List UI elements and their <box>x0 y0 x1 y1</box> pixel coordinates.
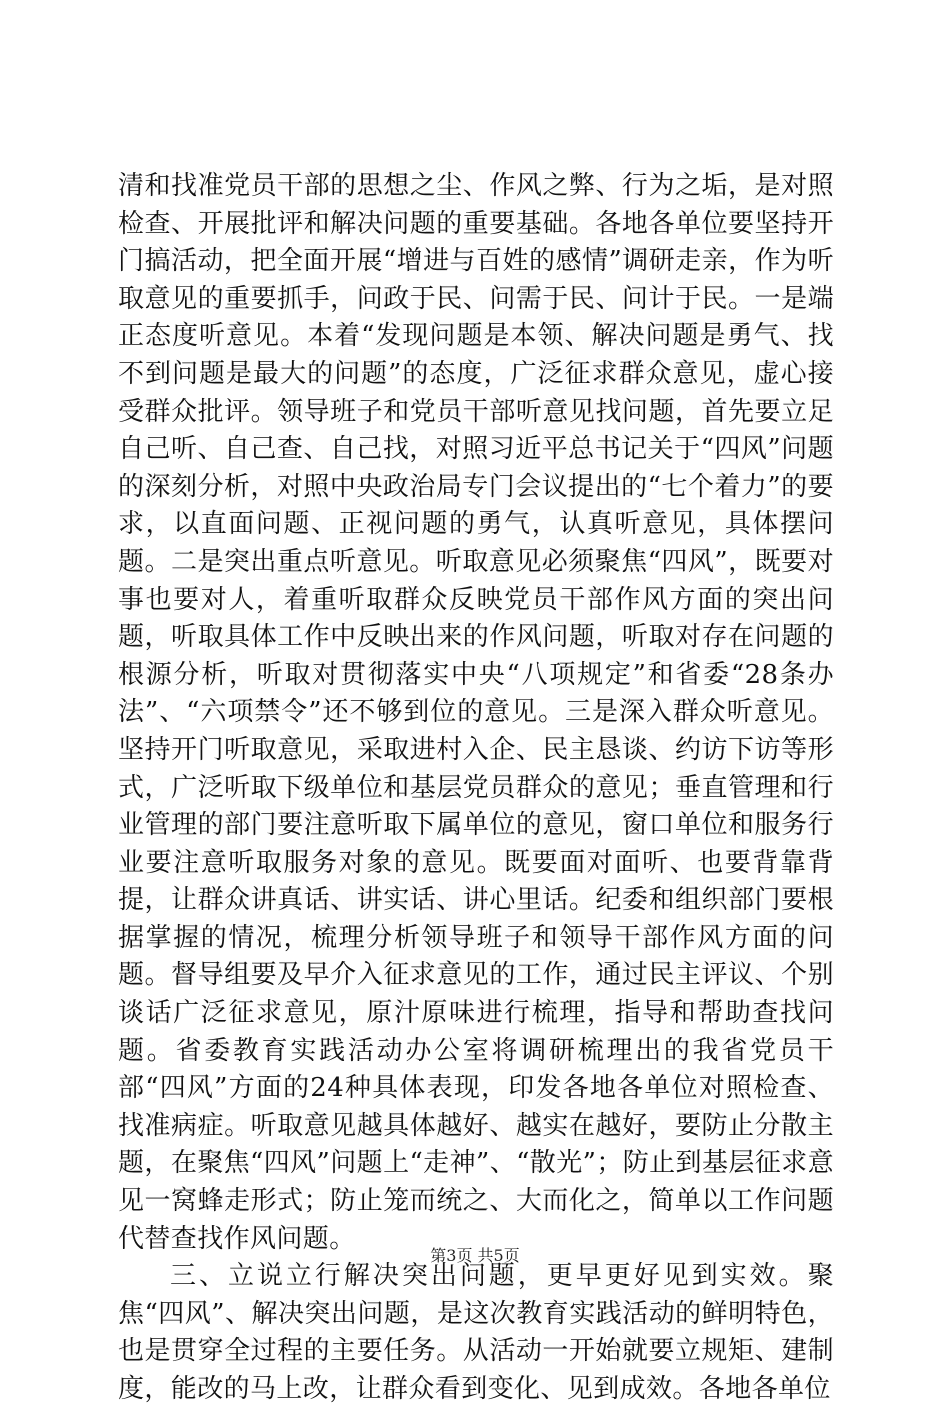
page-number-label: 第3页 共5页 <box>430 1246 520 1265</box>
body-paragraph-1: 清和找准党员干部的思想之尘、作风之弊、行为之垢，是对照检查、开展批评和解决问题的重要基础。各地各单位要坚持开门搞活动，把全面开展“增进与百姓的感情”调研走亲，作为听取意见的重要抓手，问政于民、问需于民、问计于民。一是端正态度听意见。本着“发现问题是本领、解决问题是勇气、找不到问题是最大的问题”的态度，广泛征求群众意见，虚心接受群众批评。领导班子和党员干部听意见找问题，首先要立足自己听、自己查、自己找，对照习近平总书记关于“四风”问题的深刻分析，对照中央政治局专门会议提出的“七个着力”的要求，以直面问题、正视问题的勇气，认真听意见，具体摆问题。二是突出重点听意见。听取意见必须聚焦“四风”，既要对事也要对人，着重听取群众反映党员干部作风方面的突出问题，听取具体工作中反映出来的作风问题，听取对存在问题的根源分析，听取对贯彻落实中央“八项规定”和省委“28条办法”、“六项禁令”还不够到位的意见。三是深入群众听意见。坚持开门听取意见，采取进村入企、民主恳谈、约访下访等形式，广泛听取下级单位和基层党员群众的意见；垂直管理和行业管理的部门要注意听取下属单位的意见，窗口单位和服务行业要注意听取服务对象的意见。既要面对面听、也要背靠背提，让群众讲真话、讲实话、讲心里话。纪委和组织部门要根据掌握的情况，梳理分析领导班子和领导干部作风方面的问题。督导组要及早介入征求意见的工作，通过民主评议、个别谈话广泛征求意见，原汁原味进行梳理，指导和帮助查找问题。省委教育实践活动办公室将调研梳理出的我省党员干部“四风”方面的24种具体表现，印发各地各单位对照检查、找准病症。听取意见越具体越好、越实在越好，要防止分散主题，在聚焦“四风”问题上“走神”、“散光”；防止到基层征求意见一窝蜂走形式；防止笼而统之、大而化之，简单以工作问题代替查找作风问题。 <box>118 171 834 1254</box>
page-footer <box>0 1246 950 1266</box>
document-body <box>118 168 834 1409</box>
body-paragraph-2: 三、立说立行解决突出问题，更早更好见到实效。聚焦“四风”、解决突出问题，是这次教育实践活动的鲜明特色，也是贯穿全过程的主要任务。从活动一开始就要立规矩、建制度，能改的马上改，让群众看到变化、见到成效。各地各单位 <box>118 1261 834 1404</box>
